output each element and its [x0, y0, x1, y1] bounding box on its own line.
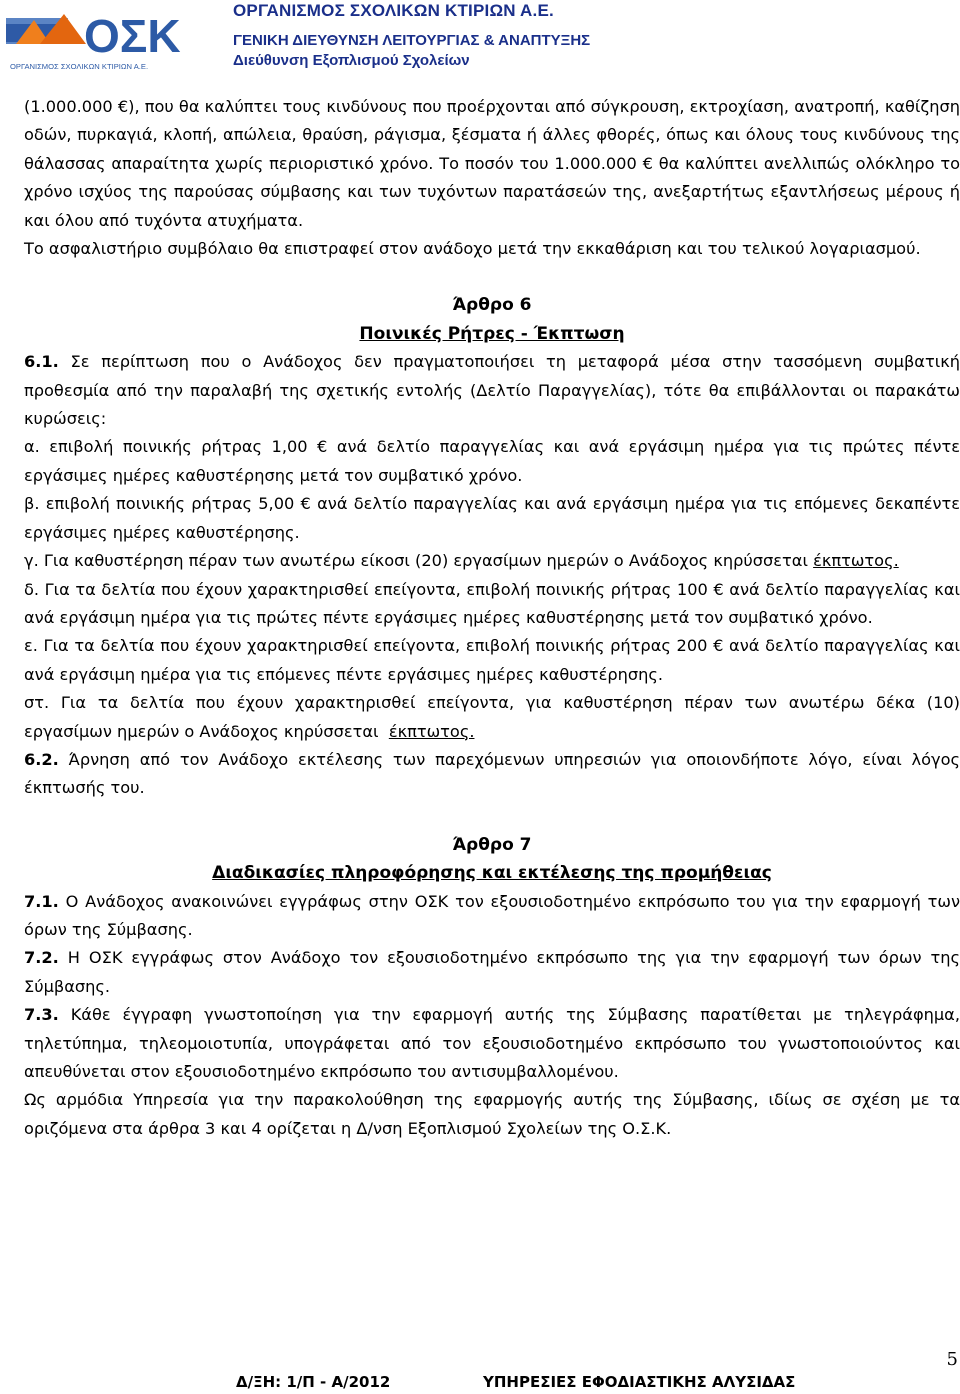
paragraph-insurance: (1.000.000 €), που θα καλύπτει τους κινδύνους που προέρχονται από σύγκρουση, εκτροχίαση, ανατροπή, καθίζηση οδών, πυρκαγιά, κλοπή, απώλεια, θραύση, ράγισμα, ξέσματα ή άλλες φθορές, όπως και όλους τους κινδύνους της θάλασσας απαραίτητα χωρίς περιοριστικό χρόνο. Το ποσόν του 1.000.000 € θα καλύπτει ανελλιπώς ολόκληρο το χρόνο ισχύος της παρούσας σύμβασης και των τυχόντων παρατάσεών της, ανεξαρτήτως εξαντλήσεως μέρους ή και όλου από τυχόντα ατυχήματα.	[24, 97, 960, 230]
section-number: 7.1.	[24, 891, 59, 911]
underlined-term: έκπτωτος.	[388, 721, 475, 741]
page-header	[0, 0, 960, 78]
underlined-term: έκπτωτος.	[813, 551, 899, 571]
section-text: Ο Ανάδοχος ανακοινώνει εγγράφως στην ΟΣΚ τον εξουσιοδοτημένο εκπρόσωπο του για την εφαρμογή των όρων της Σύμβασης.	[24, 891, 960, 939]
osk-logo	[6, 8, 218, 74]
section-text: Κάθε έγγραφη γνωστοποίηση για την εφαρμογή αυτής της Σύμβασης παρατίθεται με τηλεγράφημα, τηλετύπημα, τηλεομοιοτυπία, υπογράφεται από τον εξουσιοδοτημένο εκπρόσωπο του γνωστοποιούντος και απευθύνεται στον εξουσιοδοτημένο εκπρόσωπο του αντισυμβαλλομένου.	[24, 1005, 960, 1081]
article-7-subtitle: Διαδικασίες πληροφόρησης και εκτέλεσης της προμήθειας	[212, 863, 772, 884]
article-6-title: Άρθρο 6	[452, 295, 532, 316]
footer-service: ΥΠΗΡΕΣΙΕΣ ΕΦΟΔΙΑΣΤΙΚΗΣ ΑΛΥΣΙΔΑΣ	[483, 1373, 796, 1391]
article-7-title: Άρθρο 7	[452, 834, 532, 855]
item-text: στ. Για τα δελτία που έχουν χαρακτηρισθεί επείγοντα, για καθυστέρηση πέραν των ανωτέρω δέκα (10) εργασίμων ημερών ο Ανάδοχος κηρύσσεται	[24, 693, 960, 741]
organization-block	[233, 0, 590, 71]
org-department: Διεύθυνση Εξοπλισμού Σχολείων	[233, 52, 470, 69]
section-7-3	[24, 1001, 960, 1086]
section-text: Η ΟΣΚ εγγράφως στον Ανάδοχο τον εξουσιοδοτημένο εκπρόσωπο της για την εφαρμογή των όρων της Σύμβασης.	[24, 948, 960, 996]
footer-reference: Δ/ΞΗ: 1/Π - Α/2012	[236, 1373, 391, 1391]
page-number: 5	[946, 1349, 958, 1370]
penalty-item-g	[24, 547, 960, 575]
article-6-subtitle: Ποινικές Ρήτρες - Έκπτωση	[359, 323, 625, 344]
penalty-item-b: β. επιβολή ποινικής ρήτρας 5,00 € ανά δελτίο παραγγελίας και ανά εργάσιμη ημέρα για τις επόμενες δεκαπέντε εργάσιμες ημέρες καθυστέρησης.	[24, 494, 960, 542]
section-number: 6.1.	[24, 352, 59, 372]
section-number: 7.2.	[24, 948, 59, 968]
section-7-2	[24, 944, 960, 1001]
org-division: ΓΕΝΙΚΗ ΔΙΕΥΘΥΝΣΗ ΛΕΙΤΟΥΡΓΙΑΣ & ΑΝΑΠΤΥΞΗΣ	[233, 32, 591, 49]
penalty-item-st	[24, 689, 960, 746]
org-name: ΟΡΓΑΝΙΣΜΟΣ ΣΧΟΛΙΚΩΝ ΚΤΙΡΙΩΝ Α.Ε.	[233, 1, 554, 20]
penalty-item-e: ε. Για τα δελτία που έχουν χαρακτηρισθεί επείγοντα, επιβολή ποινικής ρήτρας 200 € ανά δελτίο παραγγελίας και ανά εργάσιμη ημέρα για τις επόμενες πέντε εργάσιμες ημέρες καθυστέρησης.	[24, 636, 960, 684]
logo-subtitle: ΟΡΓΑΝΙΣΜΟΣ ΣΧΟΛΙΚΩΝ ΚΤΙΡΙΩΝ Α.Ε.	[10, 62, 149, 71]
logo-letters: ΟΣΚ	[84, 10, 181, 62]
document-body	[24, 93, 960, 1143]
section-6-2	[24, 746, 960, 803]
penalty-item-a: α. επιβολή ποινικής ρήτρας 1,00 € ανά δελτίο παραγγελίας και ανά εργάσιμη ημέρα για τις πρώτες πέντε εργάσιμες ημέρες καθυστέρησης μετά τον συμβατικό χρόνο.	[24, 437, 960, 485]
paragraph-insurance-return: Το ασφαλιστήριο συμβόλαιο θα επιστραφεί στον ανάδοχο μετά την εκκαθάριση και του τελικού λογαριασμού.	[24, 239, 921, 259]
paragraph-responsible-service: Ως αρμόδια Υπηρεσία για την παρακολούθηση της εφαρμογής αυτής της Σύμβασης, ιδίως σε σχέση με τα οριζόμενα στα άρθρα 3 και 4 ορίζεται η Δ/νση Εξοπλισμού Σχολείων της Ο.Σ.Κ.	[24, 1090, 960, 1138]
item-text: γ. Για καθυστέρηση πέραν των ανωτέρω είκοσι (20) εργασίμων ημερών ο Ανάδοχος κηρύσσεται	[24, 551, 808, 571]
section-7-1	[24, 888, 960, 945]
section-number: 7.3.	[24, 1005, 59, 1025]
section-number: 6.2.	[24, 749, 59, 769]
section-text: Άρνηση από τον Ανάδοχο εκτέλεσης των παρεχόμενων υπηρεσιών για οποιονδήποτε λόγο, είναι λόγος έκπτωσής του.	[24, 749, 960, 798]
section-6-1	[24, 348, 960, 433]
penalty-item-d: δ. Για τα δελτία που έχουν χαρακτηρισθεί επείγοντα, επιβολή ποινικής ρήτρας 100 € ανά δελτίο παραγγελίας και ανά εργάσιμη ημέρα για τις πρώτες πέντε εργάσιμες ημέρες καθυστέρησης μετά τον συμβατικό χρόνο.	[24, 579, 960, 627]
section-text: Σε περίπτωση που ο Ανάδοχος δεν πραγματοποιήσει τη μεταφορά μέσα στην τασσόμενη συμβατική προθεσμία από την παραλαβή της σχετικής εντολής (Δελτίο Παραγγελίας), τότε θα επιβάλλονται οι παρακάτω κυρώσεις:	[24, 352, 960, 429]
